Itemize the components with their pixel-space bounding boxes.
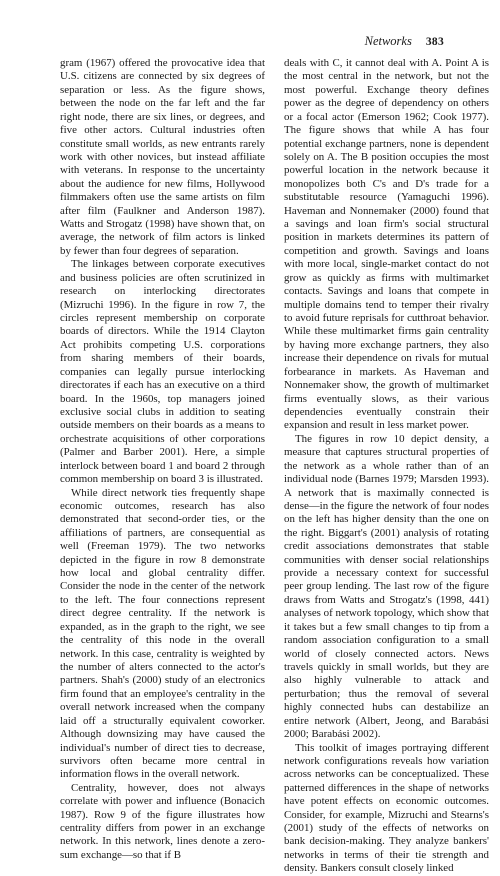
page-number: 383 [425,36,444,48]
paragraph: While direct network ties frequently shape economic outcomes, research has also demonstrated that second-order ties, or the affiliations of partners, are consequential as well (Freeman 1979). The two networks depicted in the figure in row 8 demonstrate how local and global centrality differ. Consider the node in the center of the network to the left. The four connections represent direct degree centrality. If the network is expanded, as in the graph to the right, we see the centrality of this node in the overall network. In this case, centrality is weighted by the number of alters connected to the actor's partners. Shah's (2000) study of an electronics firm found that an employee's centrality in the overall network increased when the company laid off a structurally equivalent coworker. Although downsizing may have caused the individual's number of direct ties to decrease, survivors often became more central in information flows in the overall network. [60,486,265,781]
right-text-column [284,57,489,876]
paragraph: deals with C, it cannot deal with A. Point A is the most central in the network, but not the most powerful. Exchange theory defines power as the degree of dependency on others or a focal actor (Emerson 1962; Cook 1977). The figure shows that while A has four potential exchange partners, none is dependent solely on A. The B position occupies the most powerful location in the network because it monopolizes both C's and D's trade for a substitutable resource (Yamaguchi 1996). Haveman and Nonnemaker (2000) found that a savings and loan firm's social structural position in markets determines its pattern of competition and growth. Savings and loans with more local, single-market contact do not grow as quickly as firms with multimarket contacts. Savings and loans that compete in multiple domains tend to temper their rivalry to avoid future reprisals for cutthroat behavior. While these multimarket firms gain centrality by having more exchange partners, they also increase their dependence on rivals for mutual forbearance in markets. As Haveman and Nonnemaker show, the growth of multimarket firms eventually slows, as their various dependencies eventually constrain their expansion and result in less market power. [284,57,489,432]
paragraph: The figures in row 10 depict density, a measure that captures structural properties of the network as a whole rather than of an individual node (Barnes 1979; Marsden 1993). A network that is maximally connected is dense—in the figure the network of four nodes on the left has higher density than the one on the right. Biggart's (2001) analysis of rotating credit associations demonstrates that stable communities with denser social relationships provide a necessary context for successful peer group lending. The last row of the figure draws from Watts and Strogatz's (1998, 441) analyses of network topology, which show that it takes but a few small changes to tip from a random association configuration to a small world of closely connected actors. News travels quickly in small worlds, but they are also highly vulnerable to attack and perturbation; thus the removal of several highly connected hubs can destabilize an entire network (Albert, Jeong, and Barabási 2000; Barabási 2002). [284,432,489,741]
paragraph: The linkages between corporate executives and business policies are often scrutinized in research on interlocking directorates (Mizruchi 1996). In the figure in row 7, the circles represent membership on corporate boards of directors. While the 1914 Clayton Act prohibits competing U.S. corporations from sharing members of their boards, companies can legally pursue interlocking directorates if each has an executive on a third board. In the 1960s, top managers joined exclusive social clubs in addition to seating outside members on their boards as a means to orchestrate acquisitions of other corporations (Palmer and Barber 2001). Here, a simple interlock between board 1 and board 2 through common membership on board 3 is illustrated. [60,258,265,486]
left-text-column [60,57,265,862]
paragraph: gram (1967) offered the provocative idea that U.S. citizens are connected by six degrees of separation or less. As the figure shows, between the node on the far left and the far right node, there are six lines, or degrees, and five other actors. Cultural industries often constitute small worlds, as new entrants rarely work with other novices, but instead affiliate with veterans. In response to the uncertainty about the audience for new films, Hollywood filmmakers often use the same artists on film after film (Faulkner and Anderson 1987). Watts and Strogatz (1998) have shown that, on average, the network of film actors is linked by fewer than four degrees of separation. [60,57,265,257]
running-head-title: Networks [364,34,412,48]
running-head [365,34,444,49]
paragraph: This toolkit of images portraying different network configurations reveals how variation across networks can be conceptualized. These patterned differences in the shape of networks have potent effects on economic outcomes. Consider, for example, Mizruchi and Stearns's (2001) study of the effects of networks on bank decision-making. They analyze bankers' networks in terms of their tie strength and density. Bankers consult closely linked [284,741,489,875]
paragraph: Centrality, however, does not always correlate with power and influence (Bonacich 1987). Row 9 of the figure illustrates how centrality differs from power in an exchange network. In this network, lines denote a zero-sum exchange—so that if B [60,781,265,861]
